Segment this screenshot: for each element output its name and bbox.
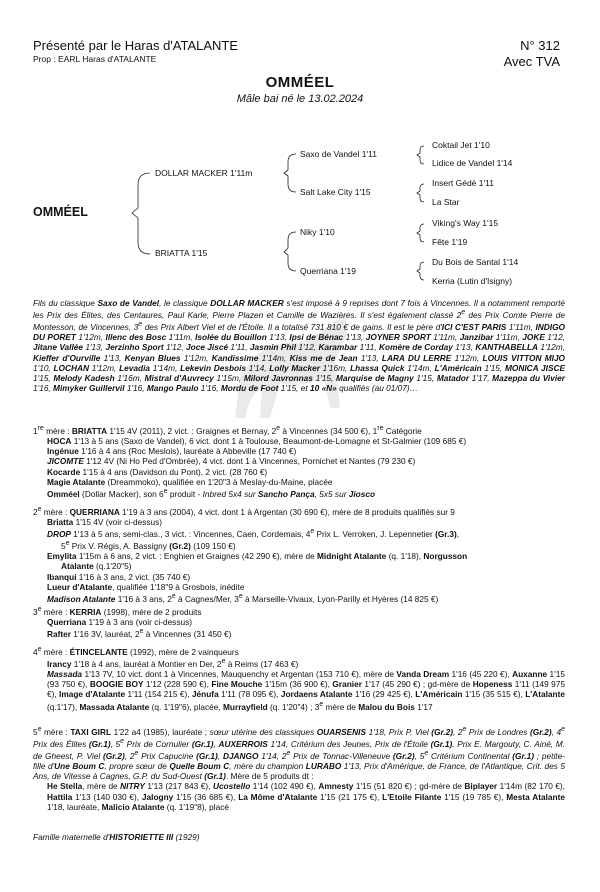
pedigree-sire-dam: Salt Lake City 1'15 xyxy=(300,187,371,197)
fifth-dam-line: 5e mère : TAXI GIRL 1'22 a4 (1985), lauréate ; sœur utérine des classiques OUARSENIS 1'18, Prix P. Viel (Gr.2), 2e Prix de Londres (Gr.2), 4e Prix des Élites (Gr.1), 5e Prix de Cornulier (Gr.1), AUXERROIS 1'14, Critérium des Jeunes, Prix de l'Étoile (Gr.1), Prix E. Margouty, C. Ainé, M. de Gheest, P. Viel (Gr.2), 2e Prix Capucine (Gr.1), DJANGO 1'14, 2e Prix de Tonnac-Villeneuve (Gr.2), 5e Critérium Continental (Gr.1) ; petite-fille d'Une Boum C, propre sœur de Quelle Boum C, mère du champion LURABO 1'13, Prix d'Amérique, de France, de l'Atlantique, Crit. des 5 Ans, de Vitesse à Cagnes, G.P. du Sud-Ouest (Gr.1). Mère de 5 produits dt : xyxy=(33,726,566,782)
second-dam-produce-cont: Atalante (q.1'20"5) xyxy=(61,561,132,572)
fourth-dam-produce: Massada 1'13 7V, 10 vict. dont 1 à Vincennes, Mauquenchy et Argentan (153 710 €), mère de Vanda Dream 1'16 (45 220 €), Auxanne 1'15 (93 750 €), BOOGIE BOY 1'12 (228 590 €), Fine Mouche 1'15m (36 900 €), Granier 1'17 (45 290 €) ; gd-mère de Hopeness 1'11 (149 975 €), Image d'Atalante 1'11 (154 215 €), Jénufa 1'11 (78 095 €), Jordaens Atalante 1'16 (29 425 €), L'Américain 1'15 (35 515 €), L'Atalante (q.1'17), Massada Atalante (q. 1'19"6), placée, Murrayfield (q. 1'20"4) ; 3e mère de Malou du Bois 1'17 xyxy=(47,668,565,712)
fourth-dam-line: 4e mère : ÉTINCELANTE (1992), mère de 2 vainqueurs xyxy=(33,646,239,657)
first-dam-section xyxy=(33,424,565,499)
fifth-dam-section xyxy=(33,725,565,812)
second-dam-produce: Madison Atalante 1'16 à 3 ans, 2e à Cagnes/Mer, 3e à Marseille-Vivaux, Lyon-Parilly et Hyères (14 825 €) xyxy=(47,592,439,604)
first-dam-produce: Kocarde 1'15 à 4 ans (Davidson du Pont), 2 vict. (28 760 €) xyxy=(47,466,268,477)
pedigree-g7: Du Bois de Santal 1'14 xyxy=(432,257,519,267)
pedigree-g8: Kerria (Lutin d'Isigny) xyxy=(432,276,513,286)
second-dam-line: 2e mère : QUERRIANA 1'19 à 3 ans (2004), 4 vict. dont 1 à Argentan (30 690 €), mère de 8 produits qualifiés sur 9 xyxy=(33,506,455,517)
pedigree-g4: La Star xyxy=(432,197,460,207)
second-dam-produce: Ibanqui 1'16 à 3 ans, 2 vict. (35 740 €) xyxy=(47,571,191,582)
second-dam-section xyxy=(33,505,565,604)
first-dam-produce: JICOMTE 1'12 4V (Ni Ho Ped d'Ombrée), 4 vict. dont 1 à Vincennes, Pornichet et Nantes (79 230 €) xyxy=(47,456,416,467)
sire-description-text: Fils du classique Saxo de Vandel, le classique DOLLAR MACKER s'est imposé à 9 reprises dont 7 fois à Vincennes. Il a notamment remporté les Prix des Élites, des Centaures, Paul Karle, Pierre Plazen et Camille de Wazières. Il s'est également classé 2e des Prix Comte Pierre de Montesson, de Vincennes, 3e des Prix Albert Viel et de l'Étoile. Il a totalisé 731 810 € de gains. Il est le père d'ICI C'EST PARIS 1'11m, INDIGO DU PORET 1'12m, Illenc des Bosc 1'11m, Isolée du Bouillon 1'13, Ipsi de Bénac 1'13, JOYNER SPORT 1'11m, Janzibar 1'11m, JOKE 1'12, Jitane Vallée 1'13, Jerzinho Sport 1'12, Joce Jiscé 1'11, Jasmin Phil 1'12, Karambar 1'11, Komère de Corday 1'13, KANTHABELLA 1'12m, Kieffer d'Ourville 1'13, Kenyan Blues 1'12m, Kandissime 1'14m, Kiss me de Jean 1'13, LARA DU LERRE 1'12m, LOUIS VITTON MIJO 1'10, LOCHAN 1'12m, Levadia 1'14m, Lekevin Desbois 1'14, Lolly Macker 1'16m, Lhassa Quick 1'14m, L'Américain 1'15, MONICA JISCE 1'15, Melody Kadesh 1'16m, Mistral d'Auvrecy 1'15m, Milord Javronnas 1'15, Marquise de Magny 1'15, Matador 1'17, Mazeppa du Vivier 1'16, Mimyker Guillervil 1'16, Mango Paulo 1'16, Mordu de Foot 1'15, et 10 «N» qualifiés (au 01/07)… xyxy=(33,298,566,394)
second-dam-produce: Briatta 1'15 4V (voir ci-dessus) xyxy=(47,516,163,527)
pedigree-sire: DOLLAR MACKER 1'11m xyxy=(155,168,253,178)
third-dam-section xyxy=(33,605,565,639)
horse-description: Mâle bai né le 13.02.2024 xyxy=(236,93,364,105)
horse-name: OMMÉEL xyxy=(265,74,335,91)
maternal-family: Famille maternelle d'HISTORIETTE III (1929) xyxy=(33,832,200,842)
pedigree-chart xyxy=(0,140,600,290)
second-dam-produce: Lueur d'Atalante, qualifiée 1'18"9 à Grosbois, inédite xyxy=(47,581,245,592)
pedigree-g3: Insert Gédé 1'11 xyxy=(432,178,494,188)
second-dam-produce: Emylita 1'15m à 6 ans, 2 vict. : Enghien et Graignes (42 290 €), mère de Midnight Atalante (q. 1'18), Norgusson xyxy=(47,551,468,562)
pedigree-dam-dam: Querriana 1'19 xyxy=(300,266,356,276)
pedigree-dam: BRIATTA 1'15 xyxy=(155,248,208,258)
owner: Prop : EARL Haras d'ATALANTE xyxy=(33,54,157,64)
second-dam-produce-cont: 5e Prix V. Régis, A. Bassigny (Gr.2) (109 150 €) xyxy=(61,540,236,551)
presenter: Présenté par le Haras d'ATALANTE xyxy=(33,38,239,53)
first-dam-line: 1re mère : BRIATTA 1'15 4V (2011), 2 vict. : Graignes et Bernay, 2e à Vincennes (34 500 €), 1re Catégorie xyxy=(33,425,422,436)
pedigree-subject: OMMÉEL xyxy=(33,205,88,219)
fourth-dam-produce: Irancy 1'18 à 4 ans, lauréat à Montier en Der, 2e à Reims (17 463 €) xyxy=(47,657,299,669)
first-dam-produce: Magie Atalante (Dreammoko), qualifiée en 1'20"3 à Meslay-du-Maine, placée xyxy=(47,476,333,487)
tva-label: Avec TVA xyxy=(503,54,560,69)
first-dam-produce: HOCA 1'13 à 5 ans (Saxo de Vandel), 6 vict. dont 1 à Toulouse, Beaumont-de-Lomagne et St-Galmier (109 685 €) xyxy=(47,435,467,446)
third-dam-produce: Rafter 1'16 3V, lauréat, 2e à Vincennes (31 450 €) xyxy=(47,628,232,639)
pedigree-g6: Fête 1'19 xyxy=(432,237,468,247)
fourth-dam-section xyxy=(33,645,565,712)
first-dam-produce: Omméel (Dollar Macker), son 6e produit - Inbred 5x4 sur Sancho Pança, 5x5 sur Jiosco xyxy=(47,487,376,499)
lot-number: N° 312 xyxy=(520,38,560,53)
third-dam-produce: Querriana 1'19 à 3 ans (voir ci-dessus) xyxy=(47,616,193,627)
pedigree-g5: Viking's Way 1'15 xyxy=(432,218,499,228)
pedigree-sire-sire: Saxo de Vandel 1'11 xyxy=(300,149,377,159)
first-dam-produce: Ingénue 1'16 à 4 ans (Roc Meslois), lauréate à Abbeville (17 740 €) xyxy=(47,446,297,457)
pedigree-g2: Lidice de Vandel 1'14 xyxy=(432,158,513,168)
sire-description xyxy=(33,298,565,393)
third-dam-line: 3e mère : KERRIA (1998), mère de 2 produits xyxy=(33,606,202,617)
pedigree-g1: Coktail Jet 1'10 xyxy=(432,140,490,150)
fifth-dam-produce: He Stella, mère de NITRY 1'13 (217 843 €), Ucostello 1'14 (102 490 €), Amnesty 1'15 (51 820 €) ; gd-mère de Biplayer 1'14m (82 170 €), Hattila 1'13 (140 030 €), Jalogny 1'15 (36 685 €), La Môme d'Atalante 1'15 (21 175 €), L'Etoile Filante 1'15 (19 785 €), Mesta Atalante 1'18, lauréate, Malicio Atalante (q. 1'19"8), placé xyxy=(47,781,565,812)
second-dam-produce: DROP 1'13 à 5 ans, semi-clas., 3 vict. : Vincennes, Caen, Cordemais, 4e Prix L. Verroken, J. Lepennetier (Gr.3), xyxy=(47,528,460,539)
pedigree-dam-sire: Niky 1'10 xyxy=(300,227,335,237)
lot-info xyxy=(504,38,560,70)
